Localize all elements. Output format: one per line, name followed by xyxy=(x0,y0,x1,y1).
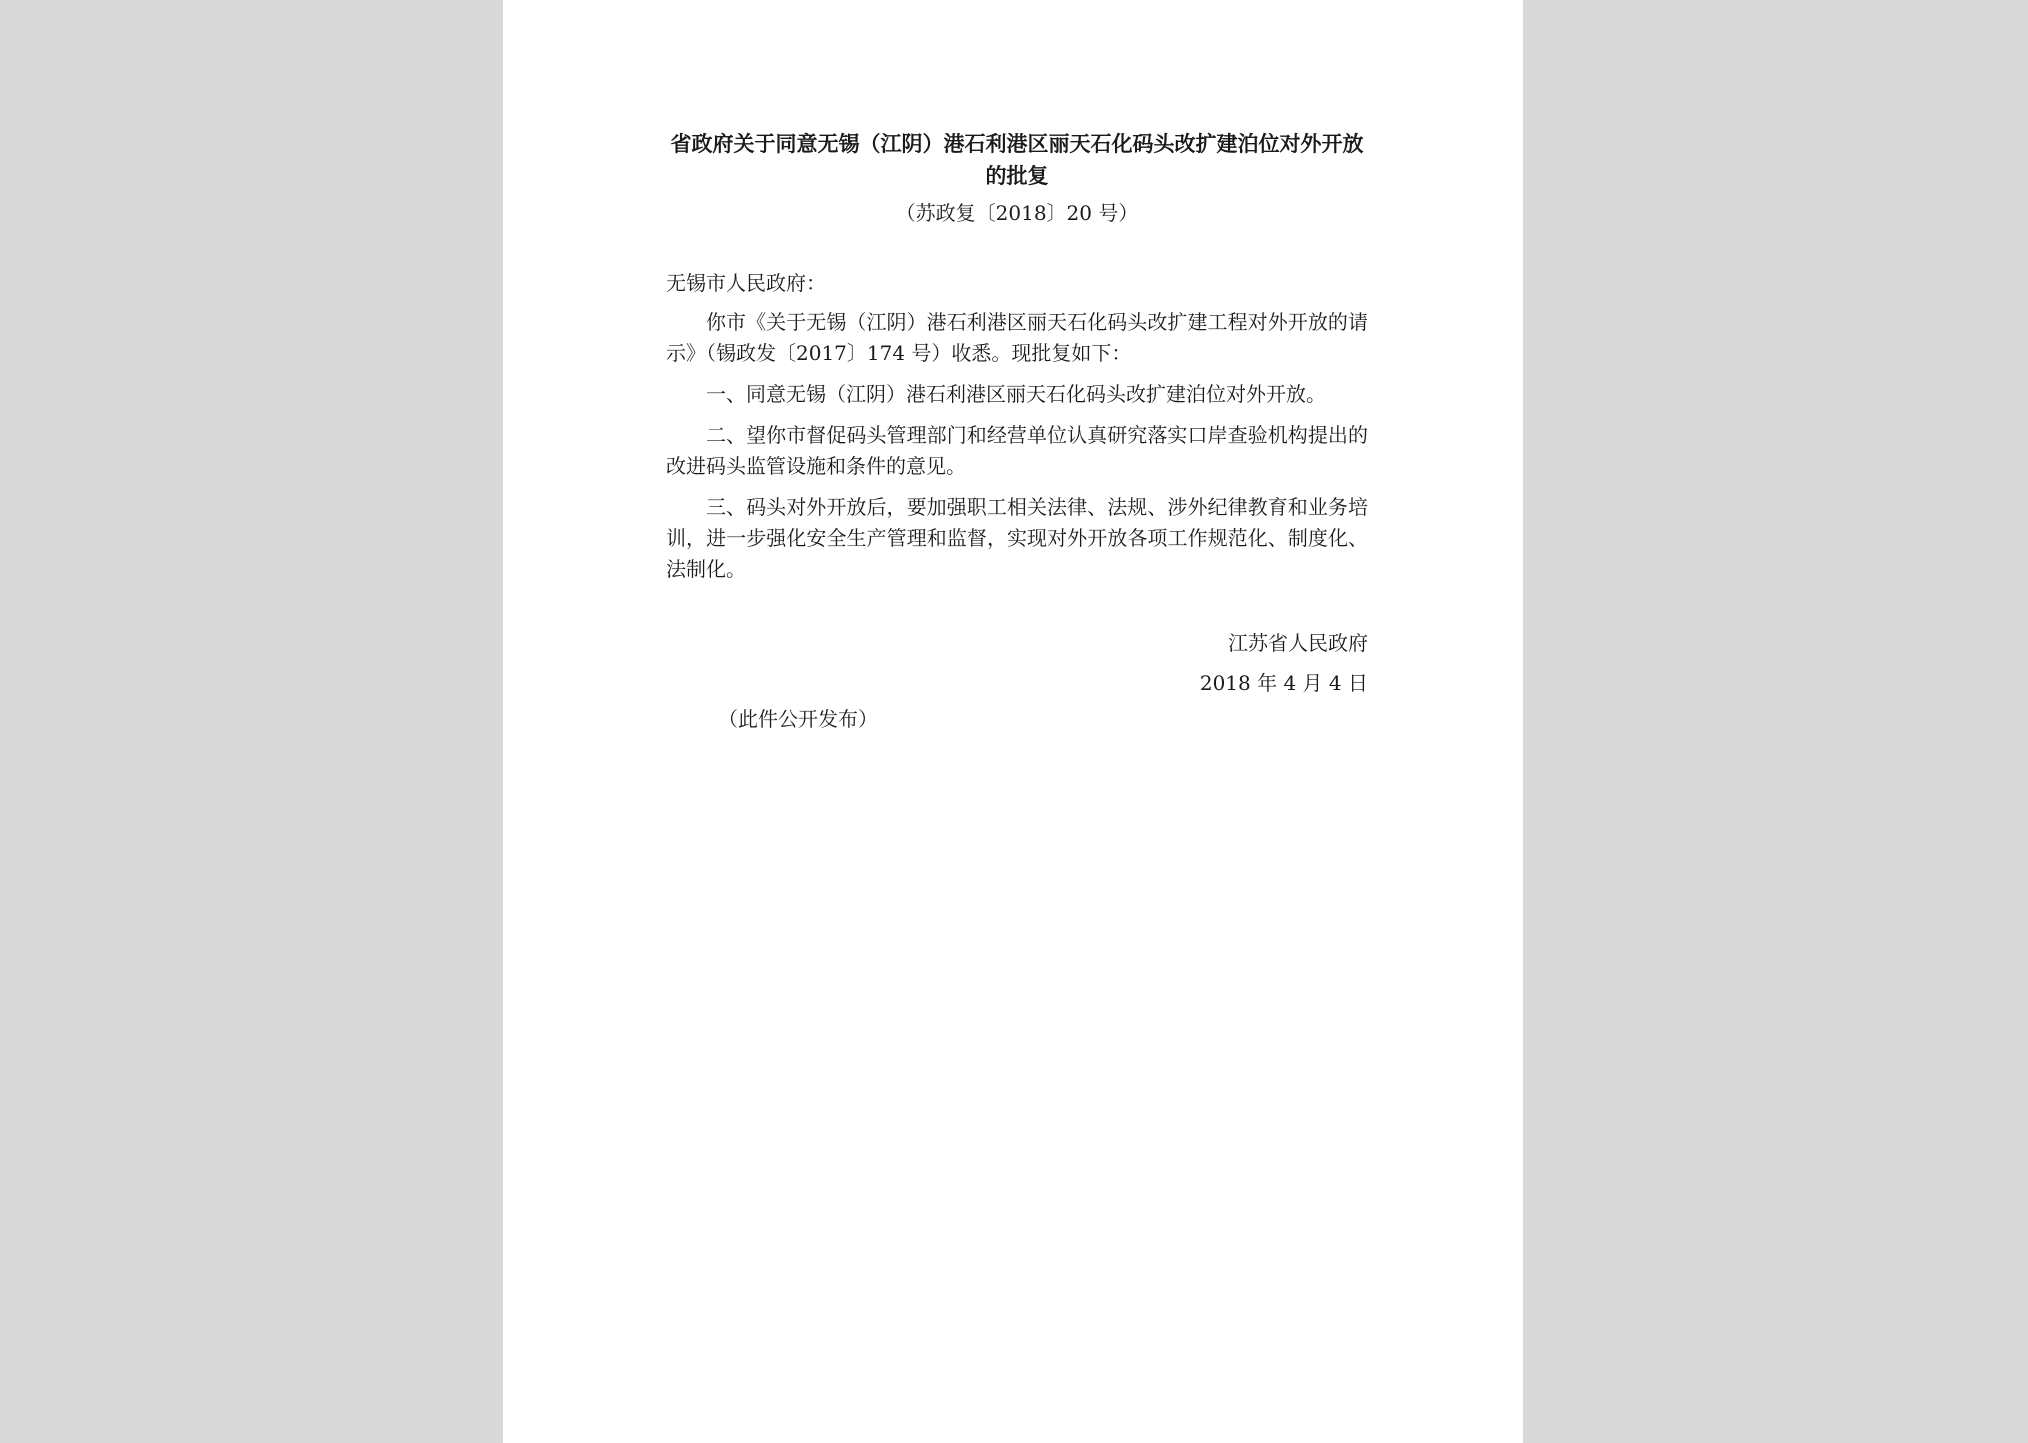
paragraph-item-1: 一、同意无锡（江阴）港石利港区丽天石化码头改扩建泊位对外开放。 xyxy=(706,382,1326,406)
salutation: 无锡市人民政府： xyxy=(666,271,826,295)
signoff-block xyxy=(666,623,1368,703)
publication-note: （此件公开发布） xyxy=(718,707,878,731)
paragraph-item-3: 三、码头对外开放后，要加强职工相关法律、法规、涉外纪律教育和业务培训，进一步强化安全生产管理和监督，实现对外开放各项工作规范化、制度化、法制化。 xyxy=(666,495,1368,581)
issuer-name: 江苏省人民政府 xyxy=(1228,631,1368,655)
paragraph-item-2: 二、望你市督促码头管理部门和经营单位认真研究落实口岸查验机构提出的改进码头监管设施和条件的意见。 xyxy=(666,423,1368,478)
issue-date: 2018 年 4 月 4 日 xyxy=(1199,671,1368,695)
document-body xyxy=(666,128,1368,735)
document-title: 省政府关于同意无锡（江阴）港石利港区丽天石化码头改扩建泊位对外开放的批复 xyxy=(670,131,1364,188)
document-number: （苏政复〔2018〕20 号） xyxy=(895,201,1139,225)
paragraph-intro: 你市《关于无锡（江阴）港石利港区丽天石化码头改扩建工程对外开放的请示》（锡政发〔2017〕174 号）收悉。现批复如下： xyxy=(666,310,1368,365)
document-page xyxy=(503,0,1523,1443)
